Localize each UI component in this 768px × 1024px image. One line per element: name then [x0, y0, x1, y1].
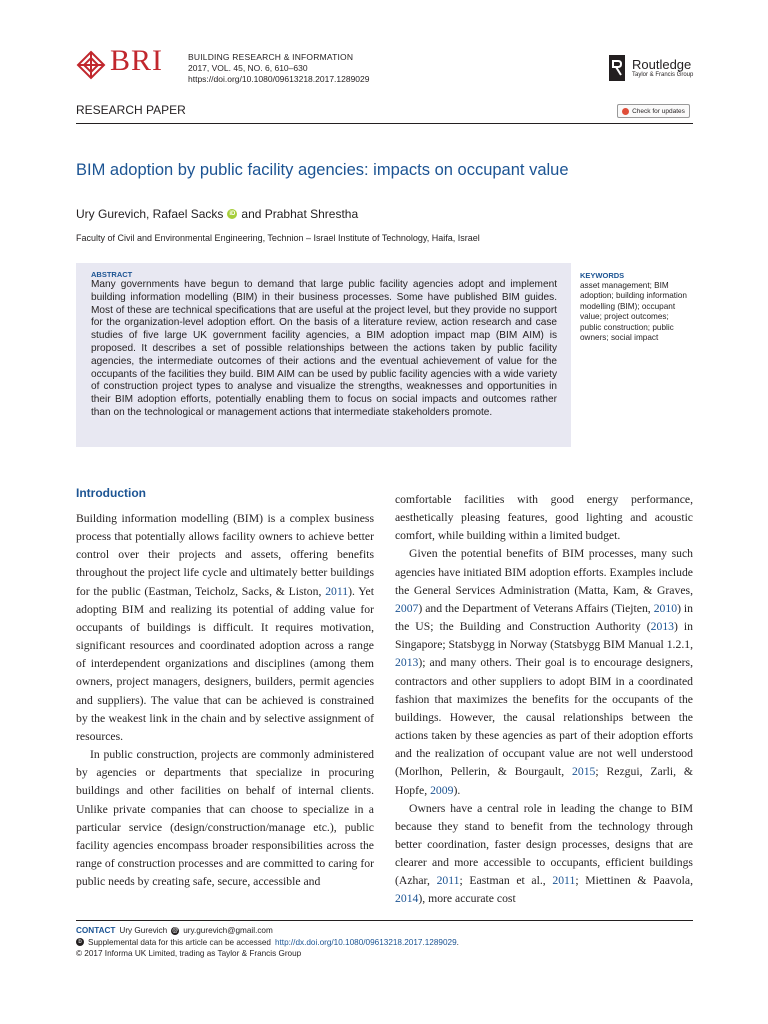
abstract-text: Many governments have begun to demand that large public facility agencies adopt and implement building information modelling (BIM) in their business processes. Some have published BIM guides. Most of these are technical specifications that are useful at the project level, but they provide no support for the organization-level adoption effort. On the basis of a literature review, action research and case studies of five large UK government facility agencies, a BIM adoption impact map (BIM AIM) is proposed. It describes a set of possible relationships between the actions taken by public facility agencies, the intermediate outcomes of their actions and the eventual achievement of value for the occupants of the facilities they build. BIM AIM can be used by public facility agencies with a wide variety of construction project types to analyse and visualize the strengths, weaknesses and opportunities in their BIM adoption efforts, potentially enabling them to focus on social impacts and outcomes rather than on the technological or management actions that intermediate stakeholders promote. [91, 279, 557, 418]
supplemental-end: . [456, 937, 459, 947]
contact-label: CONTACT [76, 926, 116, 935]
text-run: ). [453, 783, 461, 797]
citation-link[interactable]: 2015 [572, 765, 596, 779]
text-run: ) in Singapore; Statsbygg in Norway (Statsbygg BIM Manual 1.2.1, [395, 620, 694, 652]
journal-info [188, 52, 370, 85]
supplemental-data-icon: b [76, 938, 84, 946]
contact-row [76, 925, 693, 937]
text-run: ), more accurate cost [418, 892, 516, 906]
article-title: BIM adoption by public facility agencies: impacts on occupant value [76, 161, 569, 179]
citation-link[interactable]: 2009 [430, 783, 454, 797]
text-run: ) in the US; the Building and Construction Authority ( [395, 601, 693, 634]
section-heading-introduction: Introduction [76, 486, 146, 500]
author-list [76, 207, 358, 221]
citation-link[interactable]: 2011 [436, 874, 460, 888]
keywords-text: asset management; BIM adoption; building information modelling (BIM); occupant value; project outcomes; public construction; public owners; social impact [580, 281, 687, 343]
header-divider [76, 123, 693, 124]
footer [76, 925, 693, 960]
paragraph [76, 510, 374, 746]
section-label: RESEARCH PAPER [76, 103, 186, 117]
bri-logo-mark-icon [76, 50, 106, 80]
paragraph [395, 800, 693, 909]
text-run: ); and many others. Their goal is to encourage designers, contractors and other suppliers to adopt BIM in a coordinated fashion that maximizes the benefits for the occupants of the buildings. However, the causal relationships between the actions taken by these agencies as part of their adoption efforts and the realization of occupant value are not well understood (Morlhon, Pellerin, & Bourgault, [395, 656, 693, 779]
citation-link[interactable]: 2014 [395, 892, 419, 906]
text-run: Building information modelling (BIM) is a complex business process that potentially allows facility owners to achieve better control over their projects and assets, offering benefits throughout the project life cycle and ultimately better buildings for the public (Eastman, Teicholz, Sacks, & Liston, [76, 512, 374, 598]
contact-email[interactable]: ury.gurevich@gmail.com [183, 926, 273, 935]
citation-link[interactable]: 2013 [395, 656, 419, 670]
keywords-heading: KEYWORDS [580, 271, 625, 280]
authors-first: Ury Gurevich, Rafael Sacks [76, 207, 224, 221]
citation-link[interactable]: 2013 [650, 620, 674, 634]
authors-last: and Prabhat Shrestha [241, 207, 359, 221]
supplemental-row [76, 937, 693, 949]
publisher-subtitle: Taylor & Francis Group [632, 72, 694, 78]
abstract-heading: ABSTRACT [91, 270, 133, 279]
contact-name: Ury Gurevich [119, 926, 168, 935]
affiliation: Faculty of Civil and Environmental Engineering, Technion – Israel Institute of Technology, Haifa, Israel [76, 233, 480, 243]
journal-name: BUILDING RESEARCH & INFORMATION [188, 52, 354, 62]
citation-link[interactable]: 2010 [653, 601, 678, 615]
publisher-name: Routledge [632, 57, 692, 72]
email-icon: @ [172, 927, 179, 934]
supplemental-text: Supplemental data for this article can be accessed [88, 937, 271, 947]
body-column-right [395, 491, 693, 909]
copyright: © 2017 Informa UK Limited, trading as Taylor & Francis Group [76, 949, 302, 958]
orcid-icon[interactable]: iD [229, 211, 236, 217]
paragraph [395, 545, 693, 799]
check-for-updates-button[interactable] [617, 104, 690, 118]
citation-link[interactable]: 2011 [552, 874, 576, 888]
paragraph: In public construction, projects are commonly administered by agencies or departments that specialize in procuring buildings and other facilities on behalf of internal clients. Unlike private companies that can choose to specialize in a particular service (design/construction/manage etc.), public facility agencies encompass broader responsibilities across the range of construction processes and are committed to caring for public needs by creating safe, secure, accessible and [76, 748, 374, 889]
journal-logo-text: BRI [110, 44, 164, 77]
citation-link[interactable]: 2007 [395, 601, 419, 615]
journal-doi[interactable]: https://doi.org/10.1080/09613218.2017.1289029 [188, 74, 370, 84]
text-run: ). Yet adopting BIM and realizing its potential of adding value for occupants of buildings is difficult. It requires motivation, significant resources and coordinated adoption across a range of interdependent organizations and disciplines (among them owners, project managers, designers, builders, permit agencies and suppliers). The value that can be achieved is constrained by the weakest link in the chain and by selective assignment of resources. [76, 584, 374, 743]
routledge-logo-icon [609, 55, 625, 81]
paragraph: comfortable facilities with good energy performance, aesthetically pleasing features, good lighting and acoustic comfort, while building within a limited budget. [395, 493, 693, 543]
footer-divider [76, 920, 693, 921]
check-updates-label: Check for updates [632, 107, 685, 115]
citation-link[interactable]: 2011 [325, 584, 349, 598]
text-run: ; Miettinen & Paavola, [575, 874, 693, 888]
text-run: ; Eastman et al., [459, 874, 553, 888]
text-run: ; Rezgui, Zarli, & Hopfe, [395, 765, 693, 797]
body-column-left [76, 510, 374, 891]
check-updates-icon [622, 108, 629, 115]
text-run: Given the potential benefits of BIM processes, many such agencies have initiated BIM adoption efforts. Examples include the General Services Administration (Matta, Kam, & Graves, [395, 547, 693, 597]
supplemental-link[interactable]: http://dx.doi.org/10.1080/09613218.2017.1289029 [274, 937, 457, 947]
text-run: Owners have a central role in leading the change to BIM because they stand to benefit from the technology through better coordination, faster design processes, designs that are clearer and more accessible to occupants, efficient buildings (Azhar, [395, 801, 693, 888]
journal-volume: 2017, VOL. 45, NO. 6, 610–630 [188, 63, 308, 73]
text-run: ) and the Department of Veterans Affairs (Tiejten, [418, 601, 654, 615]
